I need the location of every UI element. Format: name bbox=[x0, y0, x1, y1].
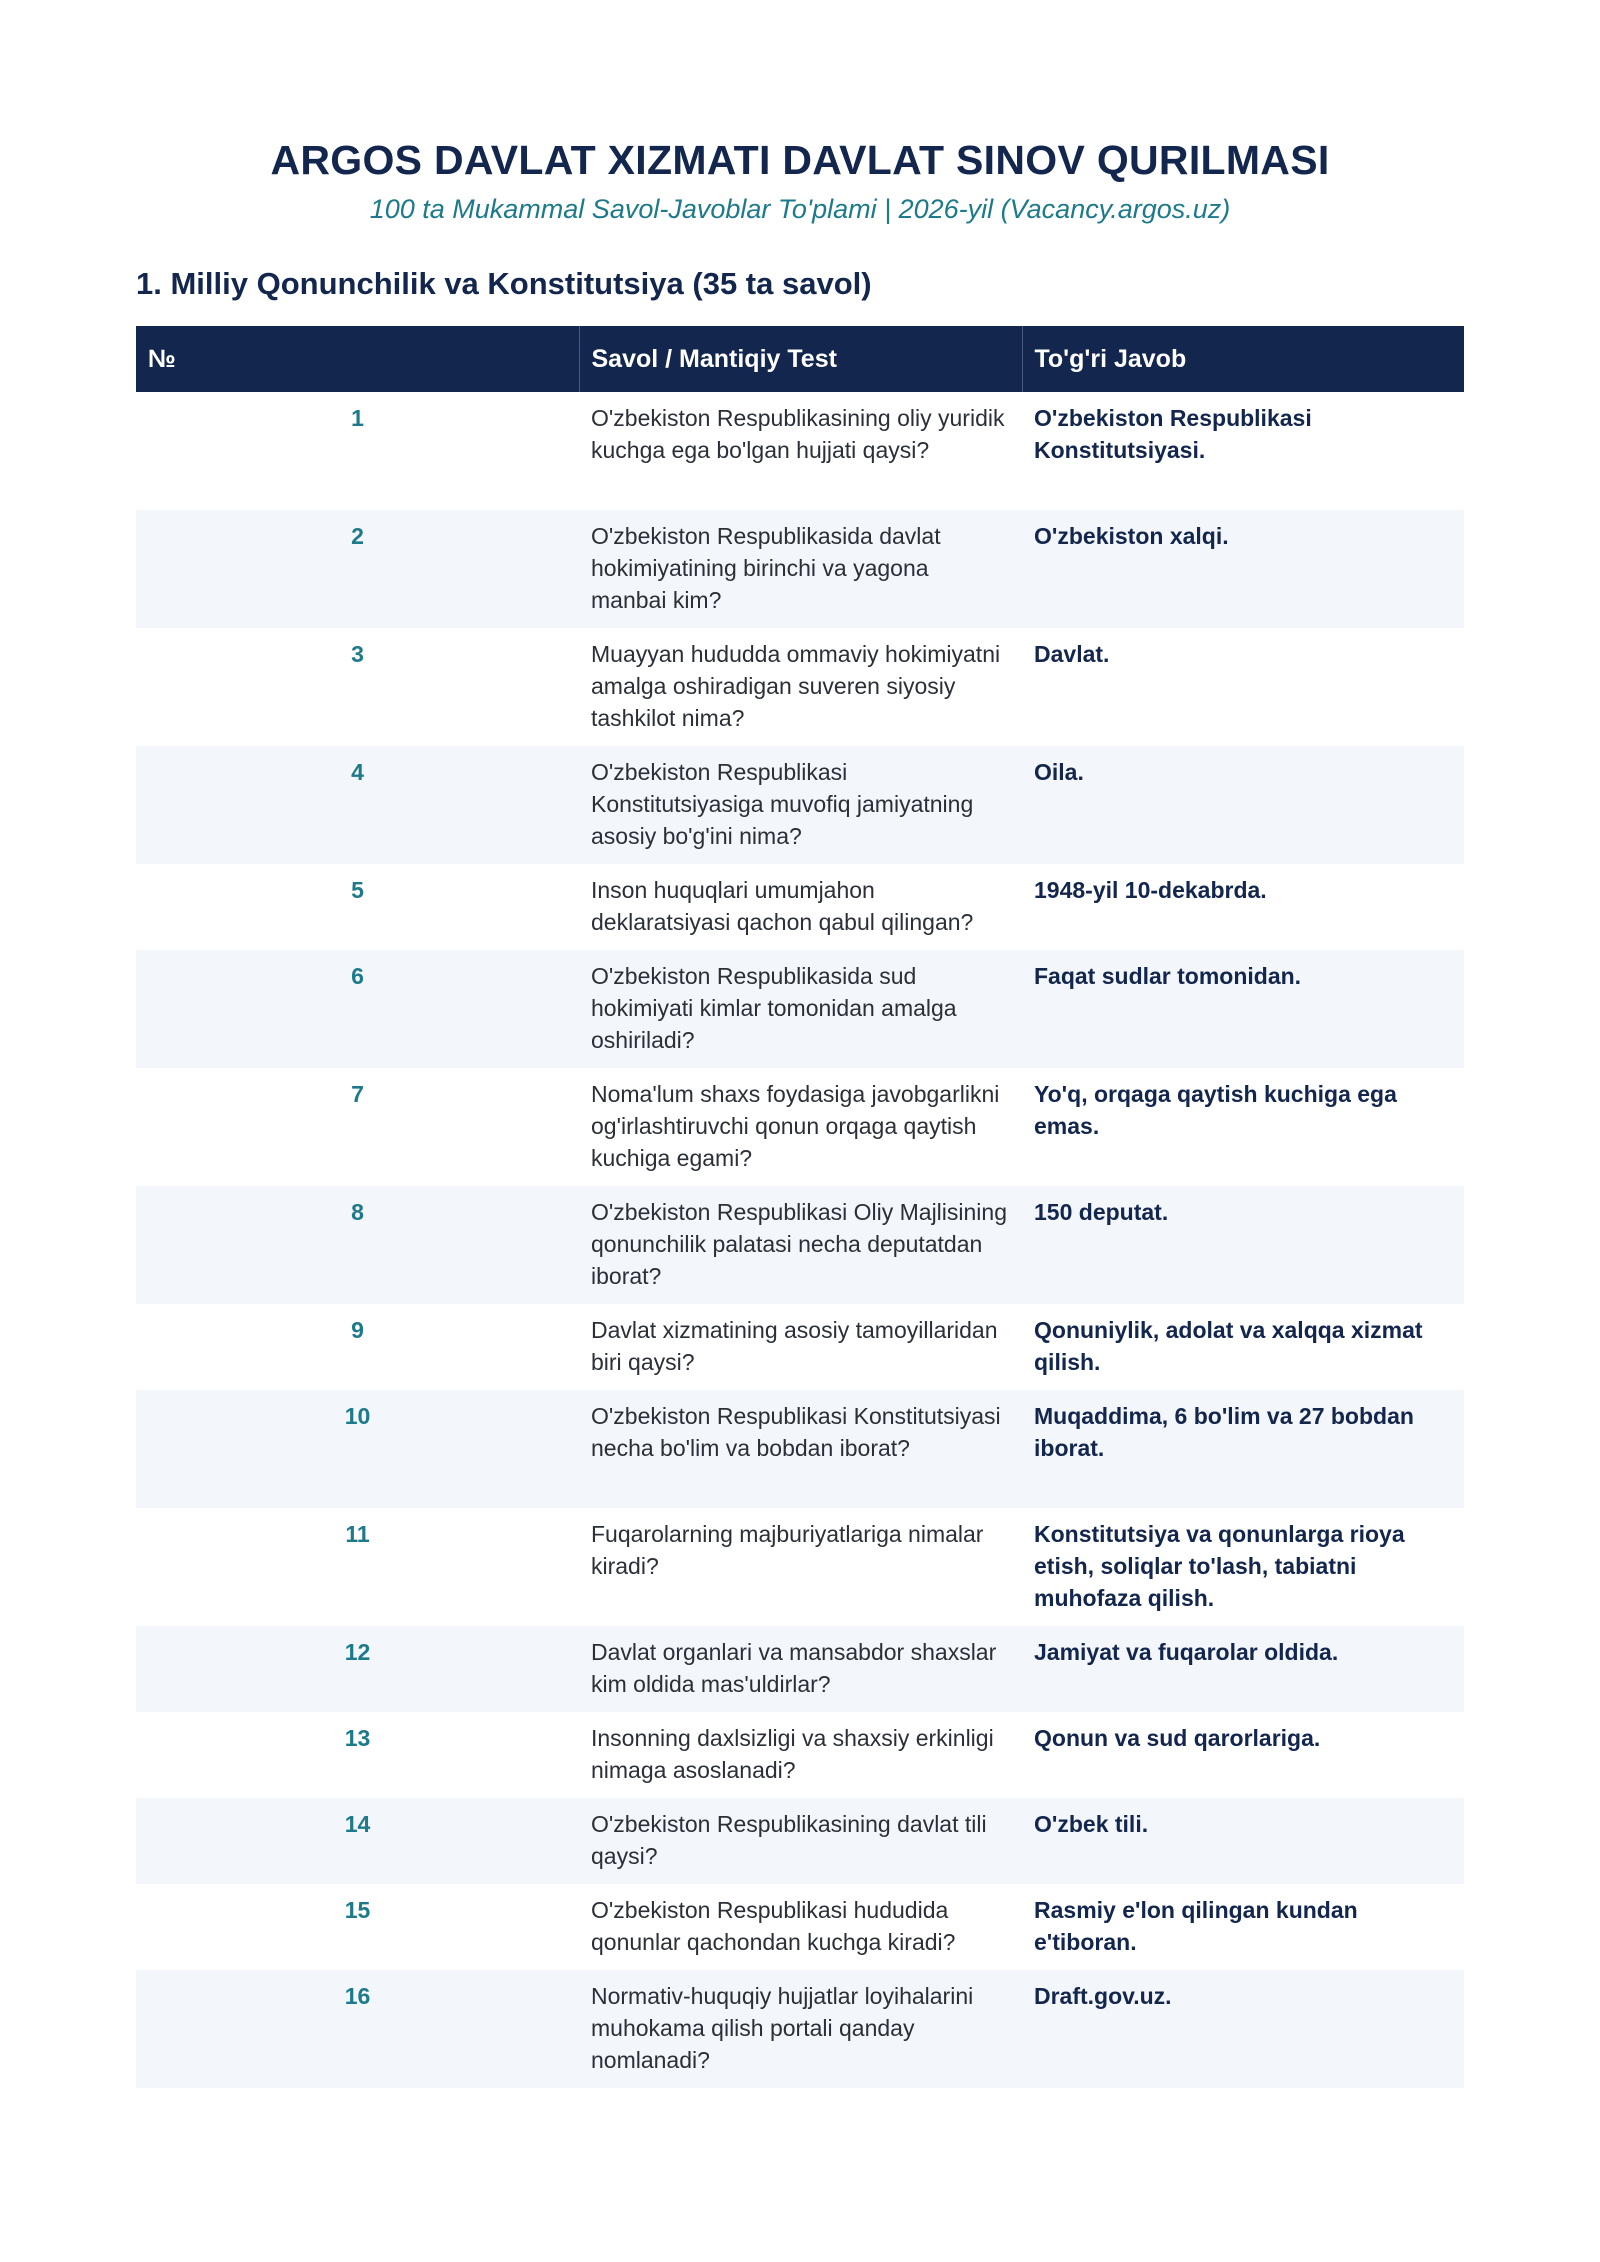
row-answer: O'zbek tili. bbox=[1022, 1798, 1464, 1884]
row-question: O'zbekiston Respublikasi hududida qonunlar qachondan kuchga kiradi? bbox=[591, 1897, 956, 1955]
header-question: Savol / Mantiqiy Test bbox=[579, 326, 1022, 392]
row-number: 4 bbox=[136, 746, 579, 864]
row-number: 15 bbox=[344, 1897, 371, 1923]
table-row bbox=[136, 1884, 1464, 1970]
table-row bbox=[136, 510, 1464, 628]
document-title: ARGOS DAVLAT XIZMATI DAVLAT SINOV QURILMASI bbox=[270, 137, 1330, 183]
table-row bbox=[136, 1970, 1464, 2088]
row-answer: 1948-yil 10-dekabrda. bbox=[1034, 877, 1267, 903]
table-row bbox=[136, 1626, 1464, 1712]
row-question: Davlat xizmatining asosiy tamoyillaridan biri qaysi? bbox=[591, 1317, 998, 1375]
row-question: Inson huquqlari umumjahon deklaratsiyasi qachon qabul qilingan? bbox=[591, 877, 974, 935]
qa-table-header bbox=[136, 326, 1464, 392]
row-number: 12 bbox=[136, 1626, 579, 1712]
row-number: 11 bbox=[345, 1521, 370, 1547]
row-number: 1 bbox=[351, 405, 364, 431]
row-question: Insonning daxlsizligi va shaxsiy erkinligi nimaga asoslanadi? bbox=[591, 1725, 994, 1783]
table-row bbox=[136, 1390, 1464, 1508]
row-number: 6 bbox=[136, 950, 579, 1068]
row-answer: Oila. bbox=[1022, 746, 1464, 864]
table-row bbox=[136, 1304, 1464, 1390]
row-answer: Davlat. bbox=[1034, 641, 1110, 667]
row-answer: Qonuniylik, adolat va xalqqa xizmat qilish. bbox=[1034, 1317, 1423, 1375]
header-number: № bbox=[136, 326, 579, 392]
row-answer: Faqat sudlar tomonidan. bbox=[1022, 950, 1464, 1068]
row-answer: Rasmiy e'lon qilingan kundan e'tiboran. bbox=[1034, 1897, 1358, 1955]
row-number: 14 bbox=[136, 1798, 579, 1884]
section-title: 1. Milliy Qonunchilik va Konstitutsiya (35 ta savol) bbox=[136, 266, 872, 301]
row-number: 16 bbox=[136, 1970, 579, 2088]
qa-table bbox=[136, 326, 1464, 2088]
row-answer: 150 deputat. bbox=[1022, 1186, 1464, 1304]
row-question: O'zbekiston Respublikasi Konstitutsiyasi necha bo'lim va bobdan iborat? bbox=[579, 1390, 1022, 1508]
table-row bbox=[136, 1186, 1464, 1304]
row-number: 7 bbox=[351, 1081, 364, 1107]
row-question: O'zbekiston Respublikasi Oliy Majlisining qonunchilik palatasi necha deputatdan iborat? bbox=[579, 1186, 1022, 1304]
row-number: 2 bbox=[136, 510, 579, 628]
document-subtitle: 100 ta Mukammal Savol-Javoblar To'plami | 2026-yil (Vacancy.argos.uz) bbox=[369, 194, 1231, 224]
row-answer: Qonun va sud qarorlariga. bbox=[1034, 1725, 1321, 1751]
row-question: Normativ-huquqiy hujjatlar loyihalarini muhokama qilish portali qanday nomlanadi? bbox=[579, 1970, 1022, 2088]
row-answer: Yo'q, orqaga qaytish kuchiga ega emas. bbox=[1034, 1081, 1397, 1139]
row-question: Fuqarolarning majburiyatlariga nimalar kiradi? bbox=[591, 1521, 984, 1579]
table-row bbox=[136, 1068, 1464, 1186]
row-answer: Draft.gov.uz. bbox=[1022, 1970, 1464, 2088]
row-answer: Jamiyat va fuqarolar oldida. bbox=[1022, 1626, 1464, 1712]
row-answer: Konstitutsiya va qonunlarga rioya etish, soliqlar to'lash, tabiatni muhofaza qilish. bbox=[1034, 1521, 1405, 1611]
row-question: O'zbekiston Respublikasining davlat tili qaysi? bbox=[579, 1798, 1022, 1884]
row-question: O'zbekiston Respublikasida davlat hokimiyatining birinchi va yagona manbai kim? bbox=[579, 510, 1022, 628]
row-number: 8 bbox=[136, 1186, 579, 1304]
row-question: O'zbekiston Respublikasi Konstitutsiyasiga muvofiq jamiyatning asosiy bo'g'ini nima? bbox=[579, 746, 1022, 864]
row-answer: Muqaddima, 6 bo'lim va 27 bobdan iborat. bbox=[1022, 1390, 1464, 1508]
row-question: Noma'lum shaxs foydasiga javobgarlikni og'irlashtiruvchi qonun orqaga qaytish kuchiga egami? bbox=[591, 1081, 1000, 1171]
row-number: 13 bbox=[344, 1725, 371, 1751]
row-question: O'zbekiston Respublikasida sud hokimiyati kimlar tomonidan amalga oshiriladi? bbox=[579, 950, 1022, 1068]
table-row bbox=[136, 746, 1464, 864]
table-row bbox=[136, 628, 1464, 746]
row-question: Muayyan hududda ommaviy hokimiyatni amalga oshiradigan suveren siyosiy tashkilot nima? bbox=[591, 641, 1001, 731]
row-number: 3 bbox=[351, 641, 364, 667]
row-question: Davlat organlari va mansabdor shaxslar kim oldida mas'uldirlar? bbox=[579, 1626, 1022, 1712]
table-row bbox=[136, 1508, 1464, 1626]
row-answer: O'zbekiston Respublikasi Konstitutsiyasi. bbox=[1034, 405, 1312, 463]
row-question: O'zbekiston Respublikasining oliy yuridik kuchga ega bo'lgan hujjati qaysi? bbox=[591, 405, 1005, 463]
row-number: 9 bbox=[351, 1317, 364, 1343]
table-row bbox=[136, 1798, 1464, 1884]
row-number: 10 bbox=[136, 1390, 579, 1508]
table-row bbox=[136, 1712, 1464, 1798]
qa-table-body bbox=[136, 392, 1464, 2088]
header-row bbox=[136, 326, 1464, 392]
row-number: 5 bbox=[351, 877, 364, 903]
table-row bbox=[136, 864, 1464, 950]
header-answer: To'g'ri Javob bbox=[1022, 326, 1464, 392]
table-row bbox=[136, 950, 1464, 1068]
row-answer: O'zbekiston xalqi. bbox=[1022, 510, 1464, 628]
table-row bbox=[136, 392, 1464, 510]
